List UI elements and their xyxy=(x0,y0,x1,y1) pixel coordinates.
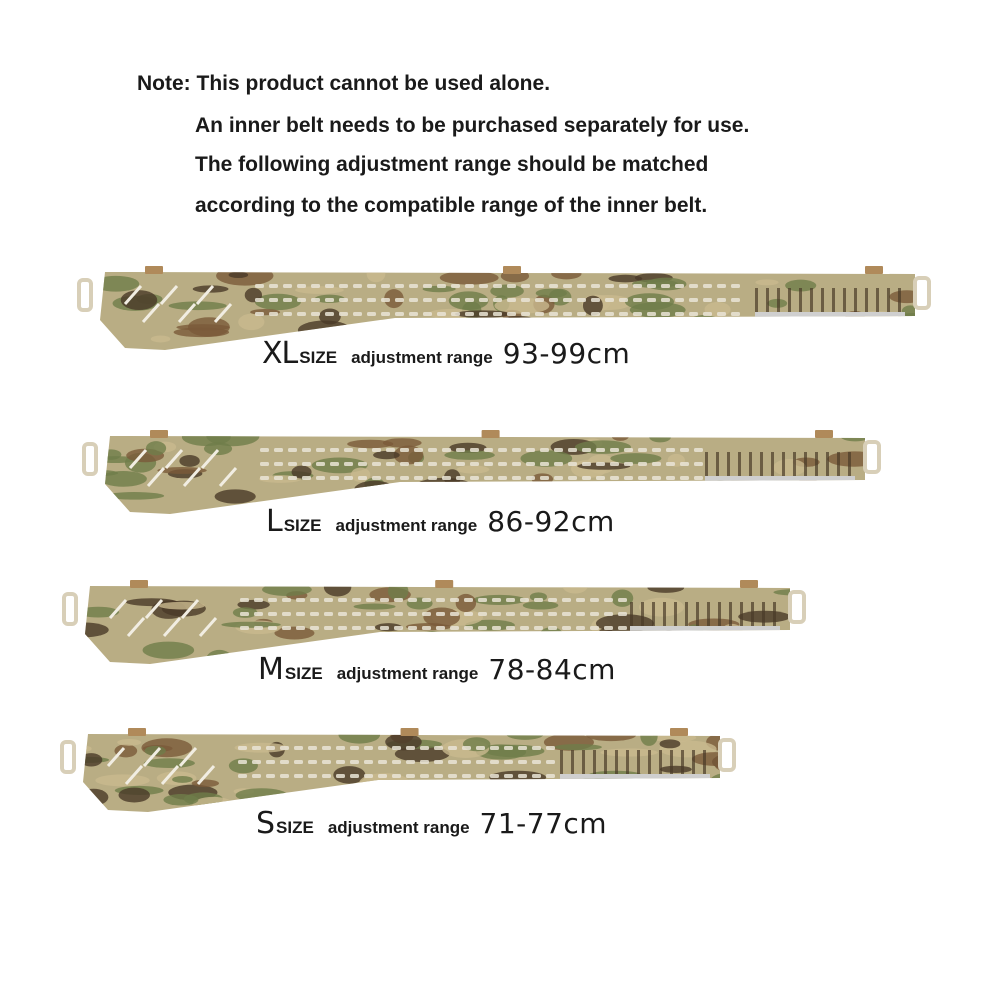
note-line-3: The following adjustment range should be matched xyxy=(195,153,709,176)
size-word: SIZE xyxy=(283,516,322,535)
size-letter: S xyxy=(256,806,275,841)
belt-tab xyxy=(482,430,500,438)
adjustment-range-value: 71-77cm xyxy=(479,807,608,840)
belt-buckle-right xyxy=(720,740,734,770)
belt-m xyxy=(0,578,1000,698)
note-block xyxy=(0,0,1000,240)
size-letter: M xyxy=(258,652,283,687)
belt-buckle-left xyxy=(64,594,76,624)
adjustment-range-value: 78-84cm xyxy=(488,653,616,686)
belt-tab xyxy=(145,266,163,274)
adjustment-range-value: 86-92cm xyxy=(487,505,615,538)
belt-tab xyxy=(150,430,168,438)
belt-tab xyxy=(401,728,419,736)
belt-tab xyxy=(815,430,833,438)
belt-s-label xyxy=(256,806,607,841)
note-line-2: An inner belt needs to be purchased separately for use. xyxy=(195,114,750,137)
belt-m-label xyxy=(258,652,616,687)
belt-buckle-left xyxy=(84,444,96,474)
belt-tab xyxy=(130,580,148,588)
size-letter: L xyxy=(266,504,282,539)
belt-buckle-right xyxy=(790,592,804,622)
belt-tab xyxy=(128,728,146,736)
belt-tab xyxy=(435,580,453,588)
adjustment-label: adjustment range xyxy=(351,348,493,367)
note-line-1: Note: This product cannot be used alone. xyxy=(137,72,551,95)
belt-buckle-left xyxy=(79,280,91,310)
adjustment-label: adjustment range xyxy=(336,664,479,683)
belt-tab xyxy=(670,728,688,736)
belt-buckle-right xyxy=(915,278,929,308)
belt-s xyxy=(0,726,1000,856)
size-word: SIZE xyxy=(284,664,323,683)
size-word: SIZE xyxy=(299,348,338,367)
belt-tab xyxy=(740,580,758,588)
size-word: SIZE xyxy=(276,818,314,837)
belt-tab xyxy=(865,266,883,274)
adjustment-label: adjustment range xyxy=(335,516,478,535)
belt-l xyxy=(0,428,1000,548)
size-letter: XL xyxy=(262,336,298,371)
belt-xl xyxy=(0,262,1000,382)
belt-l-label xyxy=(266,504,615,539)
belt-xl-label xyxy=(262,336,630,371)
belt-buckle-left xyxy=(62,742,74,772)
note-line-4: according to the compatible range of the inner belt. xyxy=(195,194,708,217)
belt-tab xyxy=(503,266,521,274)
adjustment-label: adjustment range xyxy=(327,818,470,837)
adjustment-range-value: 93-99cm xyxy=(502,337,631,370)
belt-buckle-right xyxy=(865,442,879,472)
